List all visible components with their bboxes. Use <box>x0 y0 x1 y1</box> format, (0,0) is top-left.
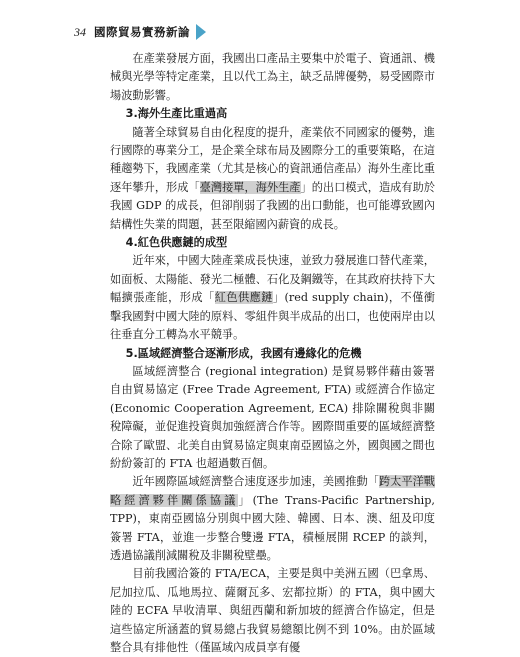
paragraph-red-supply-chain: 近年來，中國大陸產業成長快速，並致力發展進口替代產業，如面板、太陽能、發光二極體、石化及鋼鐵等，在其政府扶持下大幅擴張產能，形成「紅色供應鏈」(red supply chain)，不僅衝擊我國對中國大陸的原料、零組件與半成品的出口，也使兩岸由以往垂直分工轉為水平競爭。 <box>110 254 435 342</box>
highlight-phrase: 跨太平洋戰略經濟夥伴關係協議 <box>110 475 435 507</box>
page-header <box>74 22 206 42</box>
paragraph-overseas: 隨著全球貿易自由化程度的提升，產業依不同國家的優勢，進行國際的專業分工，是企業全球布局及國際分工的重要策略，在這種趨勢下，我國產業（尤其是核心的資訊通信產品）海外生產比重逐年攀升，形成「臺灣接單，海外生產」的出口模式，造成有助於我國 GDP 的成長，但卻削弱了我國的出口動能，也可能導致國內結構性失業的問題，甚至限縮國內薪資的成長。 <box>110 125 435 231</box>
paragraph-fta-eca: 目前我國洽簽的 FTA/ECA，主要是與中美洲五國（巴拿馬、尼加拉瓜、瓜地馬拉、薩爾瓦多、宏都拉斯）的 FTA，與中國大陸的 ECFA 早收清單、與紐西蘭和新加坡的經濟合作協定，但是這些協定所涵蓋的貿易總占我貿易總額比例不到 10%。由於區域整合具有排他性（僅區域內成員享有優 <box>110 567 435 654</box>
paragraph-industry: 在產業發展方面，我國出口產品主要集中於電子、資通訊、機械與光學等特定產業，且以代工為主，缺乏品牌優勢，易受國際市場波動影響。 <box>110 52 435 102</box>
highlight-phrase: 臺灣接單，海外生產 <box>199 180 301 194</box>
paragraph-tpp: 近年國際區域經濟整合速度逐步加速，美國推動「跨太平洋戰略經濟夥伴關係協議」(The Trans-Pacific Partnership, TPP)，東南亞國協分別與中國大陸、韓國、日本、澳、紐及印度簽署 FTA，並進一步整合雙邊 FTA，積極展開 RCEP 的談判，透過協議削減關稅及非關稅壁壘。 <box>110 475 435 562</box>
heading-red-supply-chain: 4.紅色供應鏈的成型 <box>125 236 228 250</box>
book-title: 國際貿易實務新論 <box>94 25 190 39</box>
page-number: 34 <box>74 24 86 39</box>
highlight-phrase: 紅色供應鏈 <box>214 291 273 305</box>
chevron-right-icon <box>196 24 206 40</box>
paragraph-regional-integration: 區域經濟整合 (regional integration) 是貿易夥伴藉由簽署自由貿易協定 (Free Trade Agreement, FTA) 或經濟合作協定 (Economic Cooperation Agreement, ECA) 排除關稅與非關稅障礙，並促進投資與加強經濟合作等。國際間重要的區域經濟整合除了歐盟、北美自由貿易協定與東南亞國協之外，國與國之間也紛紛簽訂的 FTA 也超過數百個。 <box>110 364 435 470</box>
page-body <box>110 50 435 657</box>
heading-regional-integration: 5.區域經濟整合逐漸形成，我國有邊緣化的危機 <box>125 346 362 360</box>
heading-overseas-production: 3.海外生產比重過高 <box>125 107 228 121</box>
